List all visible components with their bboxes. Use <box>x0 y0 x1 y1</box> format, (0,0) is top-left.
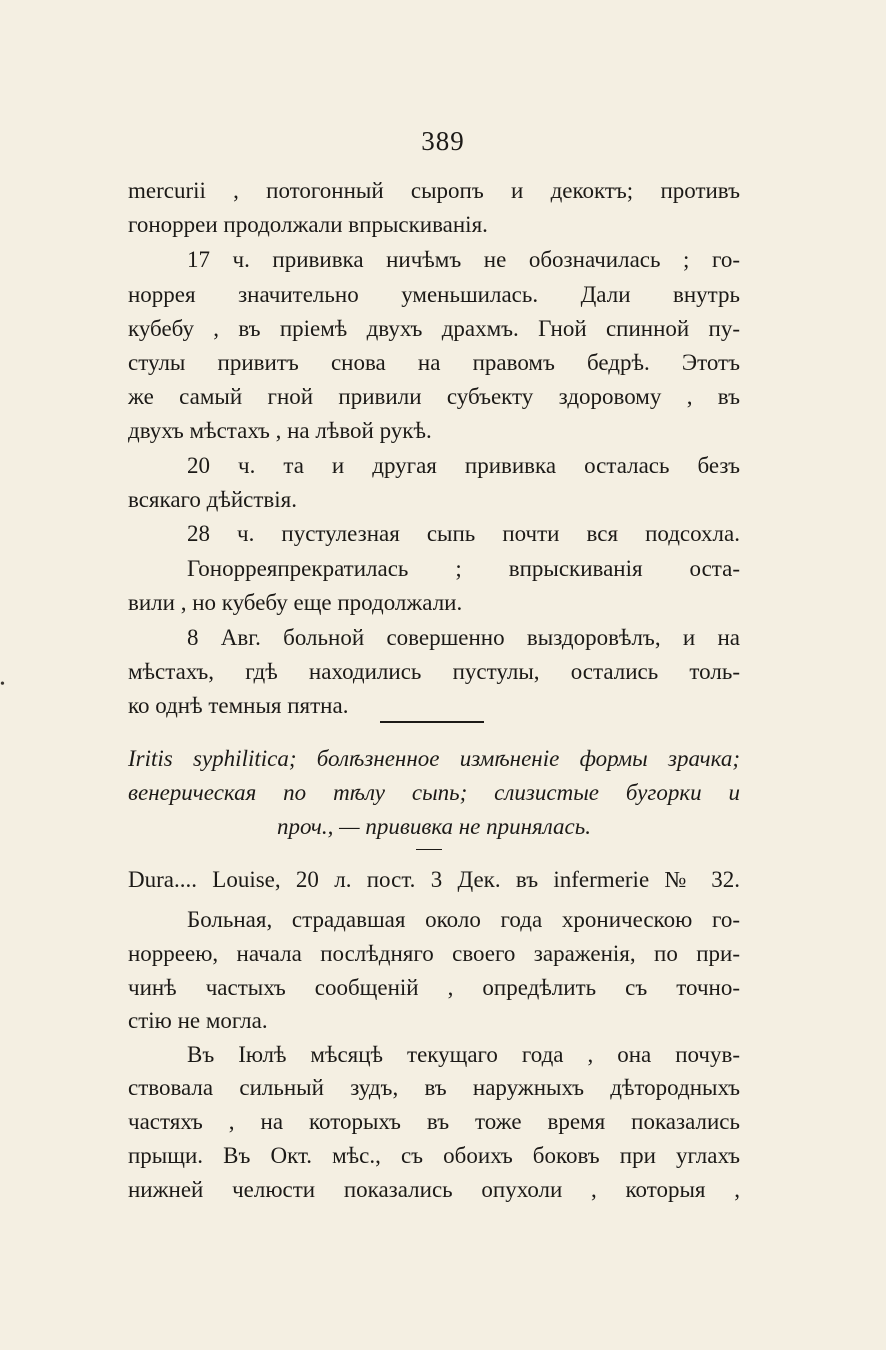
text-line: вили , но кубебу еще продолжали. <box>128 590 463 615</box>
text-line: двухъ мѣстахъ , на лѣвой рукѣ. <box>128 418 432 443</box>
text-line: mercurii , потогонный сыропъ и декоктъ; противъ <box>128 178 740 203</box>
text-line: гонорреи продолжали впрыскиванія. <box>128 212 488 237</box>
text-line: мѣстахъ, гдѣ находились пустулы, остались толь- <box>128 659 740 684</box>
case-entry-line: Dura.... Louise, 20 л. пост. 3 Дек. въ infermerie № 32. <box>128 867 740 892</box>
text-line: всякаго дѣйствія. <box>128 487 297 512</box>
text-line: норреею, начала послѣдняго своего зараженія, по при- <box>128 941 740 966</box>
text-line: кубебу , въ пріемѣ двухъ драхмъ. Гной спинной пу- <box>128 316 740 341</box>
text-line: 17 ч. прививка ничѣмъ не обозначилась ; го- <box>187 247 740 272</box>
case-heading-line: венерическая по тѣлу сыпь; слизистые бугорки и <box>128 780 740 805</box>
text-line: же самый гной привили субъекту здоровому , въ <box>128 384 740 409</box>
case-heading-line: Iritis syphilitica; болѣзненное измѣненіе формы зрачка; <box>128 746 740 771</box>
text-line: стулы привитъ снова на правомъ бедрѣ. Этотъ <box>128 350 740 375</box>
page-number: 389 <box>421 126 465 156</box>
text-line: 28 ч. пустулезная сыпь почти вся подсохла. <box>187 521 740 546</box>
margin-dot-icon: • <box>0 677 5 692</box>
text-line: 20 ч. та и другая прививка осталась безъ <box>187 453 740 478</box>
text-line: стію не могла. <box>128 1008 268 1033</box>
case-heading-line: проч., — прививка не принялась. <box>277 814 591 839</box>
text-line: нижней челюсти показались опухоли , которыя , <box>128 1177 740 1202</box>
text-line: 8 Авг. больной совершенно выздоровѣлъ, и на <box>187 625 740 650</box>
short-divider <box>416 849 442 850</box>
text-line: Въ Іюлѣ мѣсяцѣ текущаго года , она почув- <box>187 1042 740 1067</box>
text-line: норрея значительно уменьшилась. Дали внутрь <box>128 282 740 307</box>
text-line: ко однѣ темныя пятна. <box>128 693 349 718</box>
text-line: Гонорреяпрекратилась ; впрыскиванія оста- <box>187 556 740 581</box>
text-line: прыщи. Въ Окт. мѣс., съ обоихъ боковъ при углахъ <box>128 1143 740 1168</box>
text-line: частяхъ , на которыхъ въ тоже время показались <box>128 1109 740 1134</box>
text-line: чинѣ частыхъ сообщеній , опредѣлить съ точно- <box>128 975 740 1000</box>
text-line: Больная, страдавшая около года хроническою го- <box>187 907 740 932</box>
section-divider <box>380 721 484 723</box>
text-line: ствовала сильный зудъ, въ наружныхъ дѣтородныхъ <box>128 1075 740 1100</box>
